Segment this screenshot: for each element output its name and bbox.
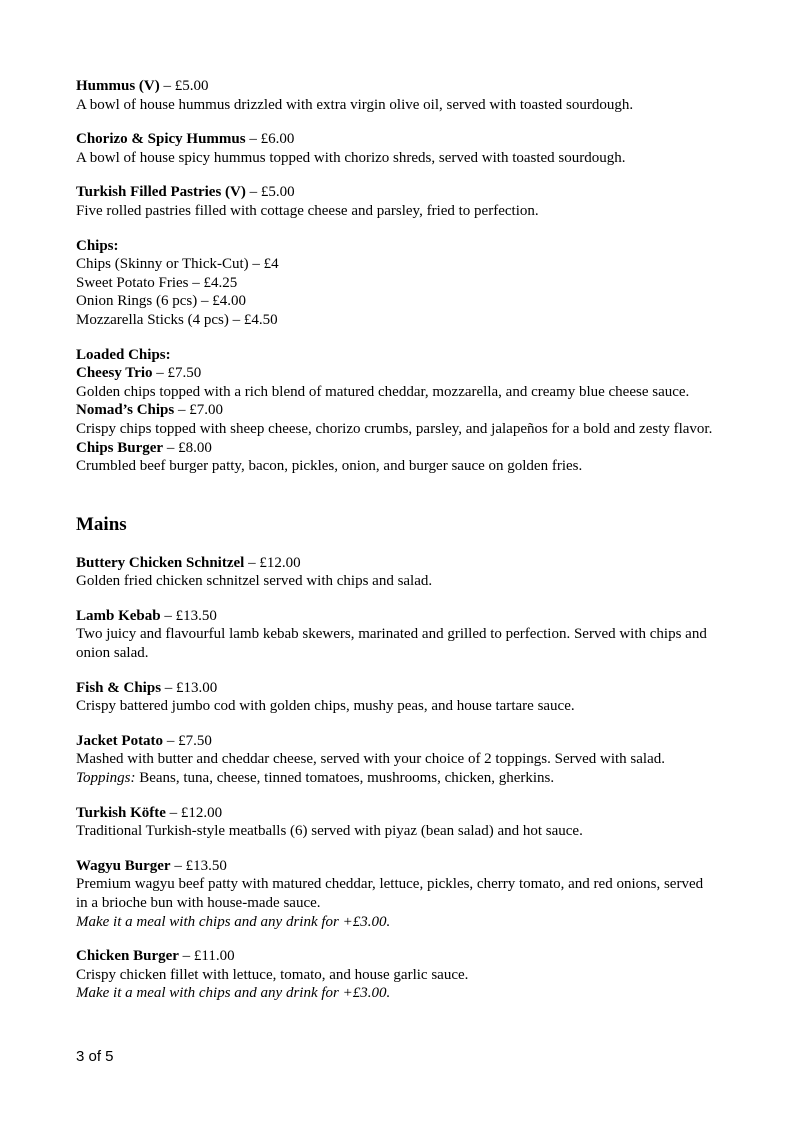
menu-item-lamb-kebab <box>76 607 716 663</box>
item-description: Premium wagyu beef patty with matured cheddar, lettuce, pickles, cherry tomato, and red onions, served in a brioche bun with house-made sauce. <box>76 876 704 911</box>
item-name: Fish & Chips <box>76 679 162 696</box>
item-price: – £5.00 <box>159 78 209 94</box>
toppings-list: Beans, tuna, cheese, tinned tomatoes, mushrooms, chicken, gherkins. <box>135 770 555 787</box>
item-name: Chorizo & Spicy Hummus <box>76 131 246 148</box>
item-description: Golden fried chicken schnitzel served with chips and salad. <box>76 573 433 590</box>
menu-item-wagyu-burger <box>76 857 716 931</box>
item-name: Cheesy Trio <box>76 365 153 382</box>
menu-item-chicken-burger <box>76 947 716 1003</box>
menu-item-jacket-potato <box>76 732 716 788</box>
section-heading-mains: Mains <box>76 513 127 535</box>
item-price: – £12.00 <box>244 554 301 571</box>
item-description: A bowl of house spicy hummus topped with chorizo shreds, served with toasted sourdough. <box>76 149 626 166</box>
item-price: – £7.50 <box>163 732 212 749</box>
toppings-label: Toppings: <box>76 770 136 787</box>
page-number: 3 of 5 <box>76 1048 114 1065</box>
item-price: – £6.00 <box>245 131 295 148</box>
item-name: Nomad’s Chips <box>76 402 175 419</box>
menu-item-schnitzel <box>76 554 716 591</box>
item-description: Mashed with butter and cheddar cheese, served with your choice of 2 toppings. Served with salad. <box>76 751 665 768</box>
meal-deal-note: Make it a meal with chips and any drink for +£3.00. <box>76 913 391 930</box>
item-price: – £12.00 <box>165 804 223 821</box>
item-description: Two juicy and flavourful lamb kebab skewers, marinated and grilled to perfection. Served with chips and onion salad. <box>76 626 707 662</box>
item-price: – £5.00 <box>245 184 295 201</box>
item-price: – £13.50 <box>170 857 227 874</box>
item-name: Turkish Filled Pastries (V) <box>76 184 246 201</box>
menu-item-fish-chips <box>76 679 716 716</box>
loaded-chips-group <box>76 346 716 476</box>
item-description: A bowl of house hummus drizzled with extra virgin olive oil, served with toasted sourdough. <box>76 96 634 113</box>
menu-item-chorizo-hummus <box>76 130 716 167</box>
item-name: Chips Burger <box>76 439 164 456</box>
item-description: Crispy chicken fillet with lettuce, tomato, and house garlic sauce. <box>76 966 469 983</box>
item-price: – £13.50 <box>160 607 217 624</box>
item-price: – £13.00 <box>161 679 218 696</box>
chips-line: Chips (Skinny or Thick-Cut) – £4 <box>76 256 279 273</box>
item-name: Turkish Köfte <box>76 804 166 821</box>
menu-item-turkish-pastries <box>76 183 716 220</box>
item-price: – £8.00 <box>163 439 212 456</box>
item-price: – £11.00 <box>178 948 235 965</box>
chips-group <box>76 237 716 330</box>
item-description: Crispy chips topped with sheep cheese, chorizo crumbs, parsley, and jalapeños for a bold and zesty flavor. <box>76 420 713 437</box>
item-description: Crumbled beef burger patty, bacon, pickles, onion, and burger sauce on golden fries. <box>76 458 583 475</box>
item-name: Chicken Burger <box>76 948 179 965</box>
loaded-chips-title: Loaded Chips: <box>76 346 171 363</box>
item-description: Crispy battered jumbo cod with golden chips, mushy peas, and house tartare sauce. <box>76 698 575 715</box>
chips-title: Chips: <box>76 237 119 254</box>
item-description: Five rolled pastries filled with cottage cheese and parsley, fried to perfection. <box>76 202 539 219</box>
item-name: Wagyu Burger <box>76 857 171 874</box>
menu-item-kofte <box>76 804 716 841</box>
meal-deal-note: Make it a meal with chips and any drink for +£3.00. <box>76 985 391 1002</box>
item-description: Traditional Turkish-style meatballs (6) served with piyaz (bean salad) and hot sauce. <box>76 823 583 840</box>
menu-item-hummus <box>76 77 716 114</box>
chips-line: Sweet Potato Fries – £4.25 <box>76 274 238 291</box>
chips-line: Mozzarella Sticks (4 pcs) – £4.50 <box>76 311 278 328</box>
item-name: Hummus (V) <box>76 78 160 94</box>
item-name: Buttery Chicken Schnitzel <box>76 554 245 571</box>
menu-page <box>76 77 716 1019</box>
item-name: Jacket Potato <box>76 732 164 749</box>
item-name: Lamb Kebab <box>76 607 161 624</box>
item-price: – £7.50 <box>152 365 202 382</box>
chips-line: Onion Rings (6 pcs) – £4.00 <box>76 293 246 310</box>
item-price: – £7.00 <box>174 402 223 419</box>
item-description: Golden chips topped with a rich blend of matured cheddar, mozzarella, and creamy blue cheese sauce. <box>76 383 690 400</box>
